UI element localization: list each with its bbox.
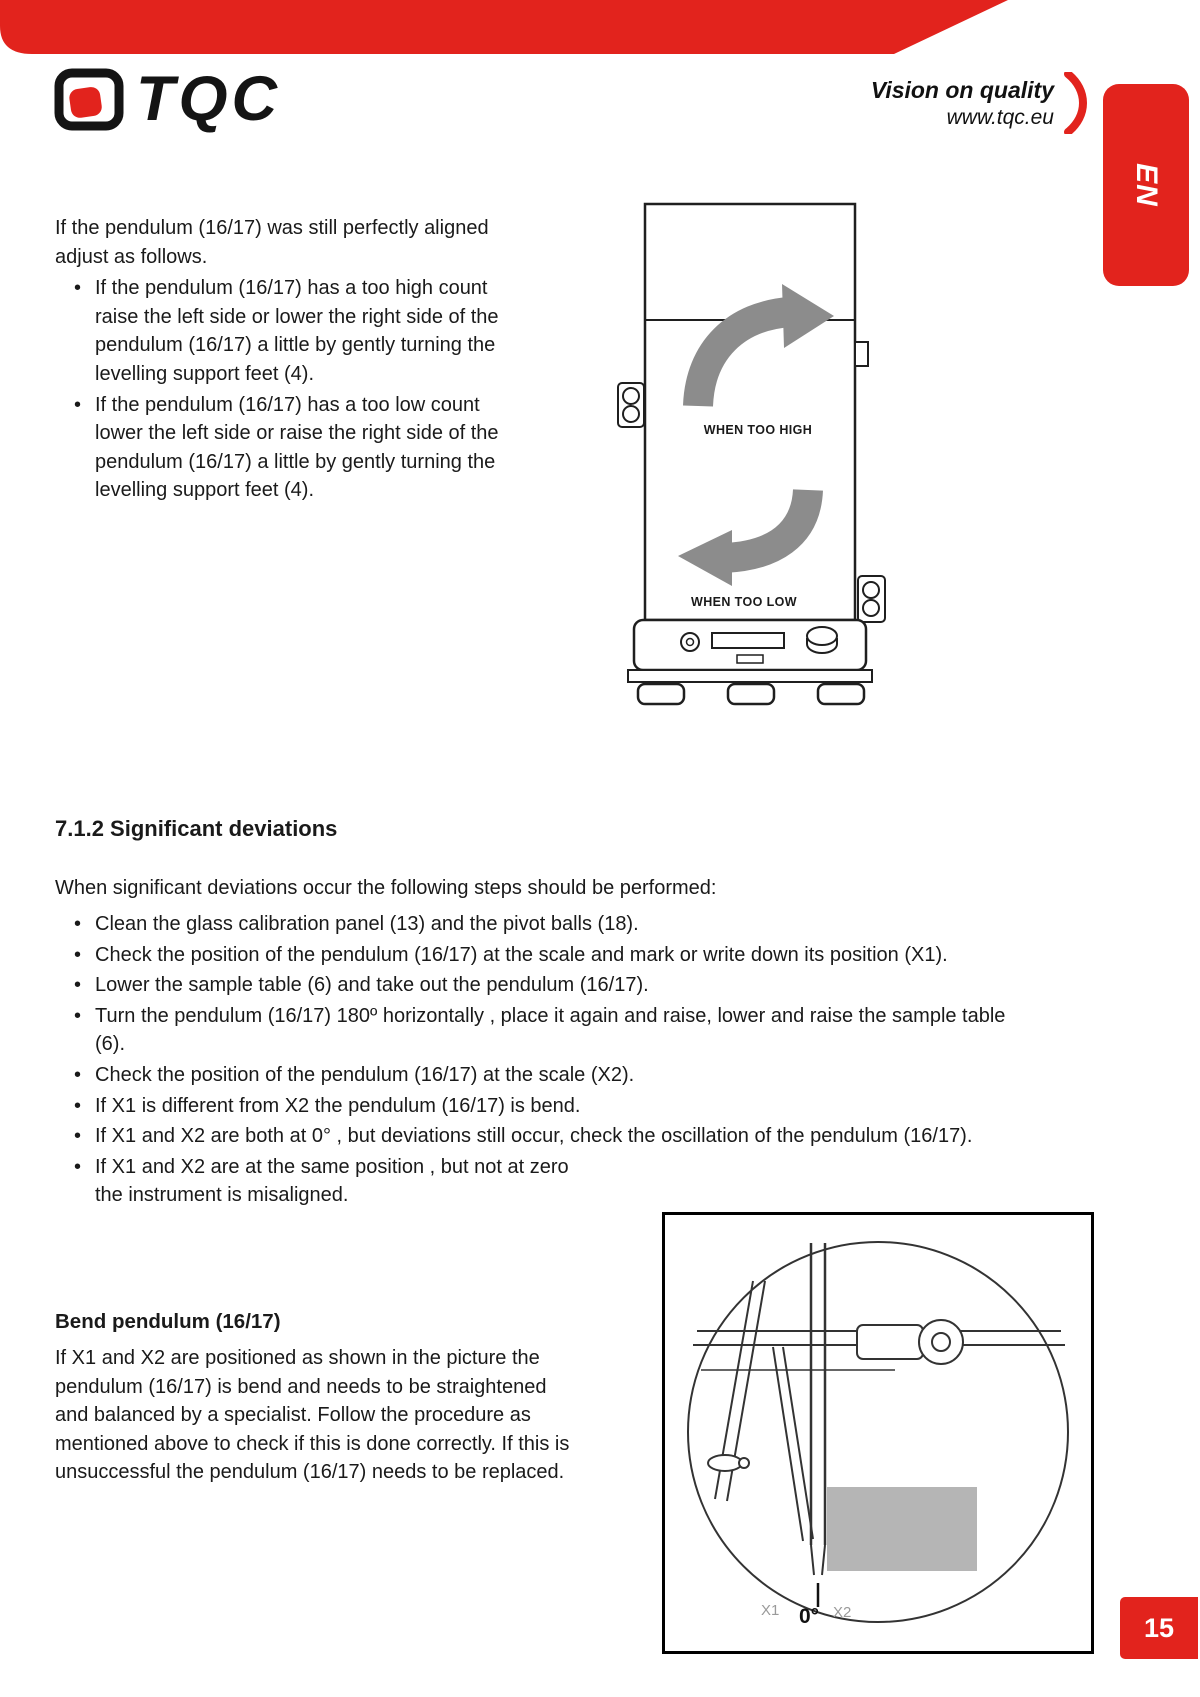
- bend-body: If X1 and X2 are positioned as shown in the picture the pendulum (16/17) is bend and needs to be straightened and balanced by a specialist. Follow the procedure as mentioned above to check if this is done correctly. If this is unsuccessful the pendulum (16/17) needs to be replaced.: [55, 1347, 570, 1484]
- list-item-text: Clean the glass calibration panel (13) and the pivot balls (18).: [95, 913, 639, 935]
- list-item-text: If the pendulum (16/17) has a too high count raise the left side or lower the right side of the pendulum (16/17) a little by gently turning the levelling support feet (4).: [95, 277, 499, 385]
- bend-heading: Bend pendulum (16/17): [55, 1310, 281, 1333]
- list-item: [55, 1153, 595, 1210]
- list-item-text: Lower the sample table (6) and take out the pendulum (16/17).: [95, 974, 649, 997]
- device-base: [628, 620, 872, 682]
- pivot-assembly: [857, 1320, 963, 1364]
- support-feet: [638, 684, 864, 704]
- list-item-text: If X1 and X2 are at the same position , but not at zero the instrument is misaligned.: [95, 1155, 569, 1207]
- list-item: [55, 1061, 1010, 1090]
- handle: [708, 1455, 749, 1471]
- list-item-text: If the pendulum (16/17) has a too low count lower the left side or raise the right side of the pendulum (16/17) a little by gently turning the levelling support feet (4).: [95, 393, 499, 502]
- tagline-text: Vision on quality: [870, 76, 1054, 103]
- list-item: [55, 1002, 1010, 1059]
- list-item-text: Turn the pendulum (16/17) 180º horizontally , place it again and raise, lower and raise the sample table (6).: [95, 1004, 1006, 1056]
- alignment-section: [55, 214, 507, 505]
- too-low-label: WHEN TOO LOW: [691, 595, 797, 609]
- tqc-logo: [52, 64, 281, 134]
- list-item-text: If X1 is different from X2 the pendulum (16/17) is bend.: [95, 1094, 581, 1117]
- list-item: [55, 1092, 1010, 1121]
- shaded-zone: [827, 1487, 977, 1571]
- frame-legs: [715, 1281, 813, 1541]
- list-item-text: Check the position of the pendulum (16/17) at the scale (X2).: [95, 1063, 635, 1086]
- right-tab: [855, 342, 868, 366]
- language-tab-label: EN: [1130, 163, 1163, 207]
- tqc-logo-icon: [52, 64, 128, 134]
- deviations-list: [55, 908, 1010, 1210]
- left-bracket: [618, 383, 644, 427]
- list-item: [55, 391, 507, 505]
- page-number-badge: [1120, 1597, 1198, 1659]
- tagline-block: [800, 72, 1090, 134]
- alignment-intro: If the pendulum (16/17) was still perfectly aligned adjust as follows.: [55, 217, 489, 268]
- pendulum-detail-figure: [662, 1212, 1094, 1654]
- pendulum-device-figure: [612, 200, 892, 710]
- x2-label: X2: [833, 1604, 852, 1621]
- website-text: www.tqc.eu: [946, 105, 1054, 129]
- zero-label: 0°: [799, 1605, 820, 1628]
- list-item: [55, 1122, 1010, 1151]
- x1-label: X1: [761, 1602, 780, 1619]
- list-item: [55, 941, 1010, 970]
- list-item: [55, 910, 1010, 939]
- section-heading: 7.1.2 Significant deviations: [55, 816, 338, 841]
- deviations-intro: When significant deviations occur the following steps should be performed:: [55, 877, 717, 899]
- list-item-text: If X1 and X2 are both at 0° , but deviations still occur, check the oscillation of the pendulum (16/17).: [95, 1125, 973, 1148]
- right-bracket: [858, 576, 885, 622]
- list-item: [55, 971, 1010, 1000]
- page-number: 15: [1143, 1612, 1175, 1643]
- top-banner-swoosh: [0, 0, 1200, 56]
- tagline-swoosh-icon: [1064, 72, 1090, 134]
- list-item: [55, 274, 507, 388]
- language-tab: [1103, 84, 1189, 286]
- pendulum-rod: [811, 1243, 825, 1607]
- list-item-text: Check the position of the pendulum (16/17) at the scale and mark or write down its position (X1).: [95, 943, 948, 966]
- logo-text: TQC: [136, 63, 281, 134]
- too-high-label: WHEN TOO HIGH: [703, 423, 813, 437]
